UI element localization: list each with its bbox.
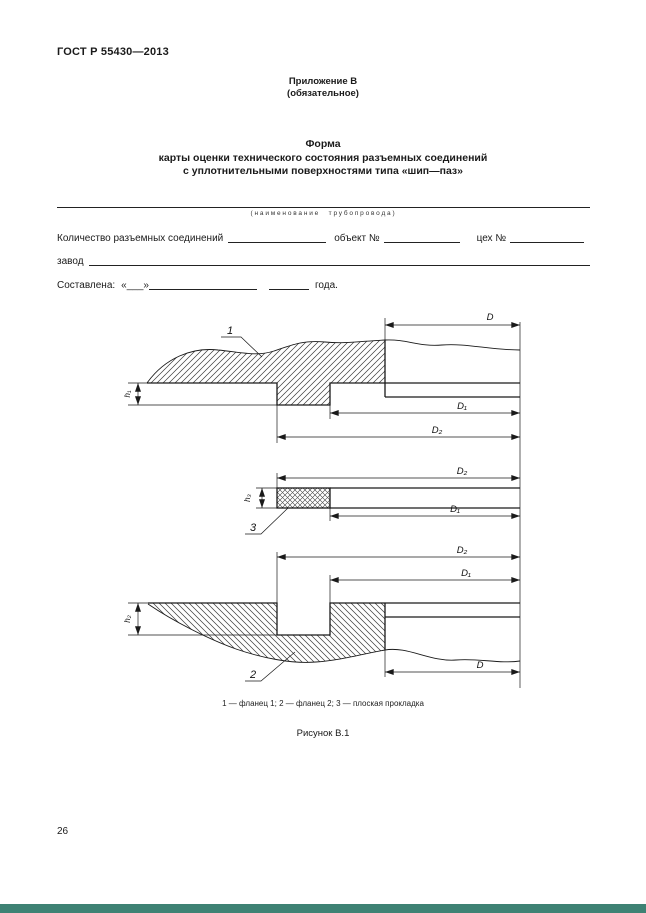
flange1-hatch <box>147 340 385 405</box>
figure-b1-drawing <box>0 308 646 693</box>
dim-label-d-top: D <box>486 312 494 323</box>
year-blank <box>269 278 309 290</box>
count-label: Количество разъемных соединений <box>57 233 224 244</box>
dim-label-d2-top: D₂ <box>431 425 443 436</box>
dim-label-h3: h₃ <box>243 494 252 502</box>
callout-flange1-number: 1 <box>226 325 234 337</box>
form-title-line2: карты оценки технического состояния разъемных соединений <box>158 151 488 164</box>
form-row-counts <box>57 229 590 244</box>
appendix-kind: (обязательное) <box>287 87 359 99</box>
shop-blank <box>510 231 584 243</box>
flange2-section <box>148 603 520 662</box>
plant-blank <box>89 254 590 266</box>
pipeline-name-blank-line <box>57 207 590 208</box>
page-number: 26 <box>57 826 69 837</box>
form-row-plant <box>57 252 590 267</box>
flange2-hatch <box>148 603 385 662</box>
appendix-title: Приложение В <box>288 76 358 87</box>
document-code: ГОСТ Р 55430—2013 <box>57 46 169 58</box>
year-label: года. <box>314 280 338 291</box>
dim-label-h2: h₂ <box>123 615 132 623</box>
month-blank <box>149 278 257 290</box>
flange1-section <box>147 340 520 405</box>
figure-name: Рисунок В.1 <box>296 728 350 739</box>
date-day-quote: «___» <box>121 280 149 291</box>
plant-label: завод <box>57 256 84 267</box>
gasket-bore-lines <box>330 488 520 508</box>
form-title-line3: с уплотнительными поверхностями типа «шип—паз» <box>183 165 463 177</box>
object-label: объект № <box>334 233 380 244</box>
compiled-label: Составлена: <box>57 280 116 291</box>
dim-label-d1-mid: D₁ <box>450 504 460 515</box>
form-title <box>0 138 646 179</box>
dim-label-d1-top: D₁ <box>457 401 467 412</box>
dim-label-d-bottom: D <box>476 660 484 671</box>
object-blank <box>384 231 460 243</box>
callout-flange2-number: 2 <box>249 669 257 681</box>
count-blank <box>228 231 326 243</box>
dim-label-d2-bottom: D₂ <box>456 545 468 556</box>
appendix-heading <box>0 76 646 99</box>
form-title-line1: Форма <box>305 138 341 150</box>
dim-label-d1-bottom: D₁ <box>461 568 471 579</box>
dim-label-h1: h₁ <box>123 390 132 398</box>
form-row-date <box>57 276 590 291</box>
callout-gasket-number: 3 <box>249 522 257 534</box>
gasket-hatch <box>277 488 330 508</box>
shop-label: цех № <box>476 233 507 244</box>
figure-caption: 1 — фланец 1; 2 — фланец 2; 3 — плоская прокладка <box>222 699 424 708</box>
gasket-section <box>243 466 520 534</box>
dim-label-d2-mid: D₂ <box>456 466 468 477</box>
pipeline-name-caption: (наименование трубопровода) <box>250 210 397 217</box>
bottom-accent-bar <box>0 904 646 913</box>
